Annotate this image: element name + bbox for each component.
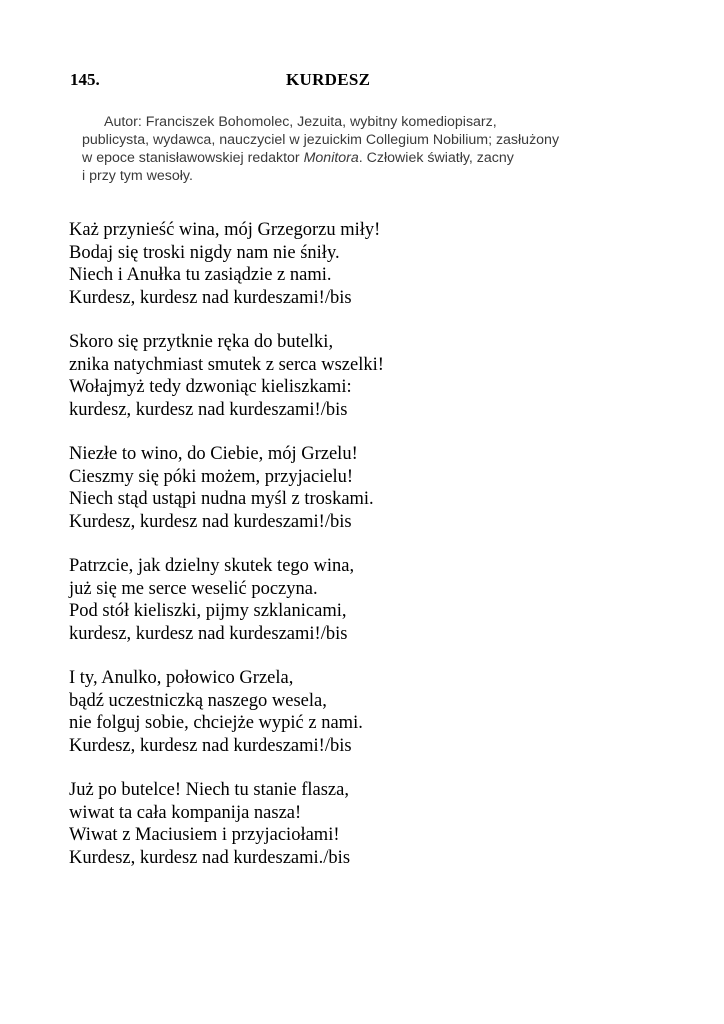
verse-line: kurdesz, kurdesz nad kurdeszami!/bis (69, 399, 348, 420)
verse-line: Kurdesz, kurdesz nad kurdeszami!/bis (69, 735, 352, 756)
author-note-line (82, 149, 642, 167)
verse-line: znika natychmiast smutek z serca wszelki! (69, 354, 384, 375)
stanza (69, 443, 689, 533)
verse-line: Bodaj się troski nigdy nam nie śniły. (69, 242, 340, 263)
stanza (69, 779, 689, 869)
verse-line: wiwat ta cała kompanija nasza! (69, 802, 302, 823)
song-number: 145. (70, 70, 100, 89)
stanza (69, 219, 689, 309)
verse-line: Każ przynieść wina, mój Grzegorzu miły! (69, 220, 381, 240)
verse-line: I ty, Anulko, połowico Grzela, (69, 668, 294, 688)
lyrics (69, 219, 689, 891)
verse-line: już się me serce weselić poczyna. (69, 578, 318, 599)
verse-line: Kurdesz, kurdesz nad kurdeszami!/bis (69, 287, 352, 308)
verse-line: Cieszmy się póki możem, przyjacielu! (69, 466, 354, 487)
stanza (69, 555, 689, 645)
verse-line: Wołajmyż tedy dzwoniąc kieliszkami: (69, 377, 352, 397)
publication-title: Monitora (303, 150, 359, 166)
verse-line: Niech stąd ustąpi nudna myśl z troskami. (69, 489, 374, 509)
author-note (82, 113, 642, 185)
verse-line: nie folguj sobie, chciejże wypić z nami. (69, 713, 363, 733)
verse-line: Patrzcie, jak dzielny skutek tego wina, (69, 556, 355, 576)
author-note-text: . Człowiek światły, zacny (358, 150, 514, 166)
song-header (70, 70, 670, 94)
verse-line: Skoro się przytknie ręka do butelki, (69, 332, 334, 352)
verse-line: Pod stół kieliszki, pijmy szklanicami, (69, 601, 347, 621)
verse-line: Wiwat z Maciusiem i przyjaciołami! (69, 825, 340, 845)
verse-line: Kurdesz, kurdesz nad kurdeszami./bis (69, 847, 351, 868)
verse-line: Niezłe to wino, do Ciebie, mój Grzelu! (69, 444, 358, 464)
verse-line: kurdesz, kurdesz nad kurdeszami!/bis (69, 623, 348, 644)
verse-line: Już po butelce! Niech tu stanie flasza, (69, 780, 349, 800)
verse-line: Kurdesz, kurdesz nad kurdeszami!/bis (69, 511, 352, 532)
stanza (69, 331, 689, 421)
author-note-text: w epoce stanisławowskiej redaktor (82, 150, 304, 166)
verse-line: bądź uczestniczką naszego wesela, (69, 690, 327, 711)
author-note-line: Autor: Franciszek Bohomolec, Jezuita, wybitny komediopisarz, (104, 114, 497, 130)
author-note-line: publicysta, wydawca, nauczyciel w jezuickim Collegium Nobilium; zasłużony (82, 132, 560, 148)
author-note-line: i przy tym wesoły. (82, 168, 193, 184)
verse-line: Niech i Anułka tu zasiądzie z nami. (69, 265, 332, 285)
song-title: KURDESZ (286, 70, 371, 89)
stanza (69, 667, 689, 757)
